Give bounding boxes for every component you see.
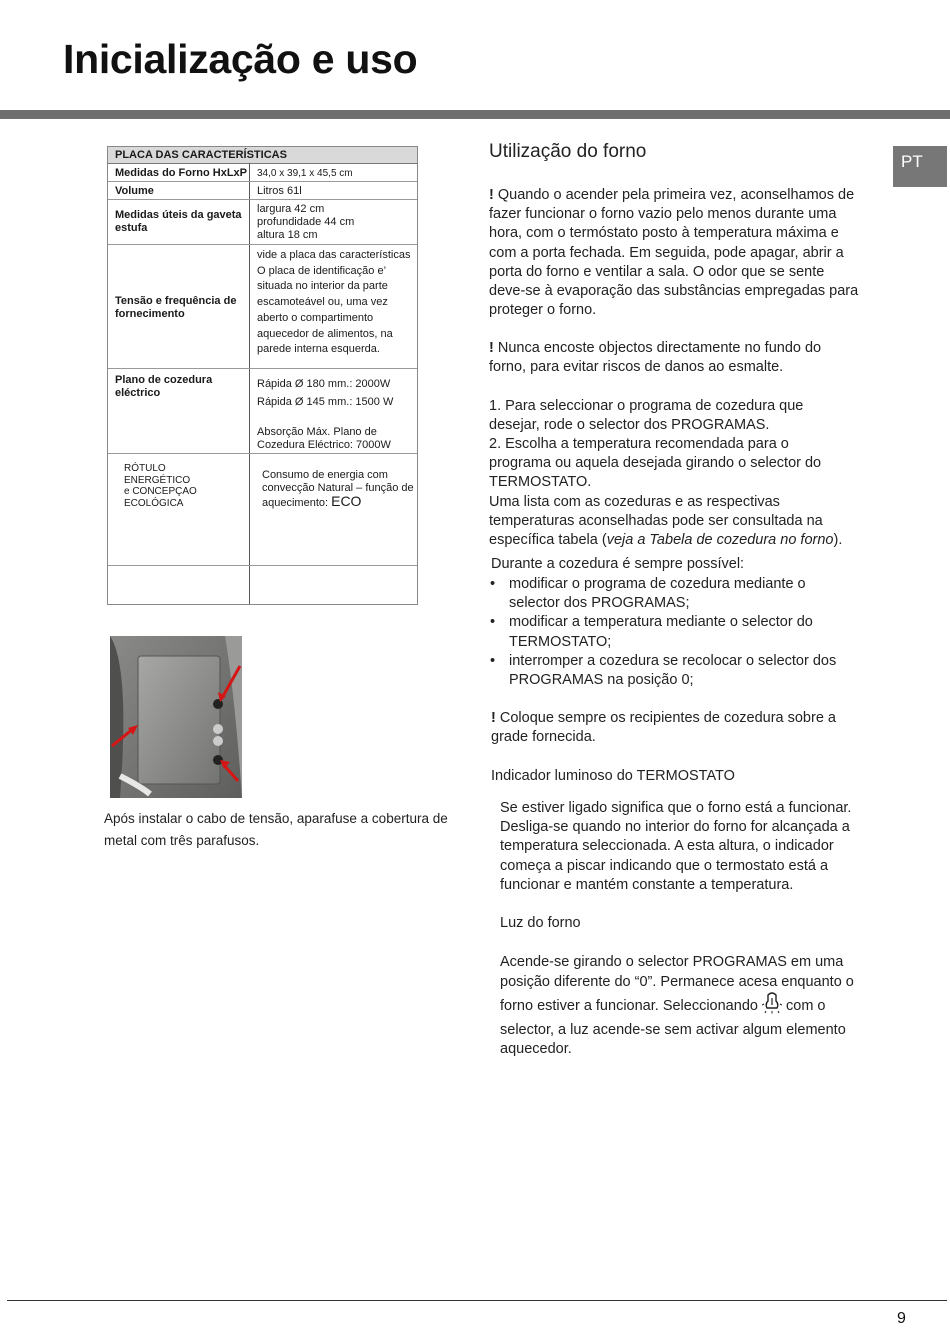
- during-cooking-intro: Durante a cozedura é sempre possível:: [491, 556, 745, 572]
- spec-value-dimensions: 34,0 x 39,1 x 45,5 cm: [257, 168, 353, 179]
- row-divider: [250, 565, 417, 566]
- step-2: 2. Escolha a temperatura recomendada para o programa ou aquela desejada girando o selector do TERMOSTATO.: [489, 436, 822, 491]
- spec-table: [107, 146, 418, 605]
- row-divider: [108, 244, 417, 245]
- row-divider: [108, 565, 250, 566]
- footer-divider: [7, 1300, 947, 1301]
- spec-column-divider: [249, 163, 250, 604]
- spec-label-voltage: Tensão e frequência de fornecimento: [115, 295, 237, 320]
- spec-value-volume: Litros 61l: [257, 185, 302, 197]
- list-item: • modificar o programa de cozedura mediante o selector dos PROGRAMAS;: [490, 575, 850, 613]
- page-number: 9: [897, 1310, 906, 1327]
- photo-caption: Após instalar o cabo de tensão, aparafuse a cobertura de metal com três parafusos.: [104, 811, 448, 848]
- language-tab: PT: [893, 146, 947, 187]
- spec-label-energy: RÓTULO ENERGÉTICO e CONCEPÇAO ECOLÓGICA: [124, 463, 197, 509]
- row-divider: [108, 199, 417, 200]
- row-divider: [108, 453, 417, 454]
- list-item: • modificar a temperatura mediante o selector do TERMOSTATO;: [490, 613, 850, 651]
- spec-value-drawer: largura 42 cm profundidade 44 cm altura 18 cm: [257, 203, 355, 241]
- paragraph-oven-light: Acende-se girando o selector PROGRAMAS em uma posição diferente do “0”. Permanece acesa enquanto o forno estiver a funcionar. Seleccionando com o selector, a luz acende-se sem activar algum elemento aquecedor.: [500, 954, 854, 1057]
- warning-mark: !: [489, 340, 494, 356]
- page-title: Inicialização e uso: [63, 36, 418, 82]
- step-1: 1. Para seleccionar o programa de cozedura que desejar, rode o selector dos PROGRAMAS.: [489, 398, 804, 434]
- section-heading-oven-use: Utilização do forno: [489, 141, 647, 162]
- spec-value-hob-3: Absorção Máx. Plano de Cozedura Eléctrico: 7000W: [257, 426, 391, 451]
- spec-label-volume: Volume: [115, 185, 154, 197]
- spec-value-hob-1: Rápida Ø 180 mm.: 2000W: [257, 378, 391, 390]
- heading-thermostat-indicator: Indicador luminoso do TERMOSTATO: [491, 768, 735, 784]
- eco-label: ECO: [331, 493, 362, 509]
- paragraph-cooking-table: Uma lista com as cozeduras e as respectivas temperaturas aconselhadas pode ser consultada na específica tabela (veja a Tabela de cozedura no forno).: [489, 494, 843, 549]
- paragraph-thermostat-indicator: Se estiver ligado significa que o forno está a funcionar. Desliga-se quando no interior do forno for alcançada a temperatura seleccionada. A esta altura, o indicador começa a piscar indicando que o termostato está a funcionar e mantém constante a temperatura.: [500, 800, 852, 893]
- spec-label-hob: Plano de cozedura eléctrico: [115, 374, 213, 399]
- spec-value-hob-2: Rápida Ø 145 mm.: 1500 W: [257, 396, 394, 408]
- spec-label-drawer: Medidas úteis da gaveta estufa: [115, 209, 242, 234]
- spec-value-voltage: vide a placa das características O placa de identificação e’ situada no interior da parte escamoteável ou, uma vez aberto o compartimento aquecedor de alimentos, na parede interna esquerda.: [257, 249, 411, 356]
- spec-value-energy: Consumo de energia com convecção Natural – função de aquecimento: ECO: [262, 469, 414, 509]
- paragraph-first-use: ! Quando o acender pela primeira vez, aconselhamos de fazer funcionar o forno vazio pelo menos durante uma hora, com o termóstato posto à temperatura máxima e com a porta fechada. Em seguida, pode apagar, abrir a porta do forno e ventilar a sala. O odor que se sente deve-se à evaporação das substâncias empregadas para proteger o forno.: [489, 187, 859, 319]
- paragraph-grid: ! Coloque sempre os recipientes de cozedura sobre a grade fornecida.: [491, 710, 836, 746]
- list-item: • interromper a cozedura se recolocar o selector dos PROGRAMAS na posição 0;: [490, 652, 850, 690]
- spec-table-header: PLACA DAS CARACTERÍSTICAS: [108, 147, 417, 164]
- warning-mark: !: [491, 710, 496, 726]
- title-divider: [0, 110, 950, 119]
- paragraph-warning-back: ! Nunca encoste objectos directamente no fundo do forno, para evitar riscos de danos ao esmalte.: [489, 340, 822, 376]
- row-divider: [108, 181, 417, 182]
- junction-box-photo: [110, 636, 242, 798]
- oven-light-icon: [762, 992, 782, 1021]
- warning-mark: !: [489, 187, 494, 203]
- during-cooking-list: [490, 575, 850, 690]
- spec-label-dimensions: Medidas do Forno HxLxP: [115, 167, 248, 179]
- heading-oven-light: Luz do forno: [500, 915, 581, 931]
- row-divider: [108, 368, 417, 369]
